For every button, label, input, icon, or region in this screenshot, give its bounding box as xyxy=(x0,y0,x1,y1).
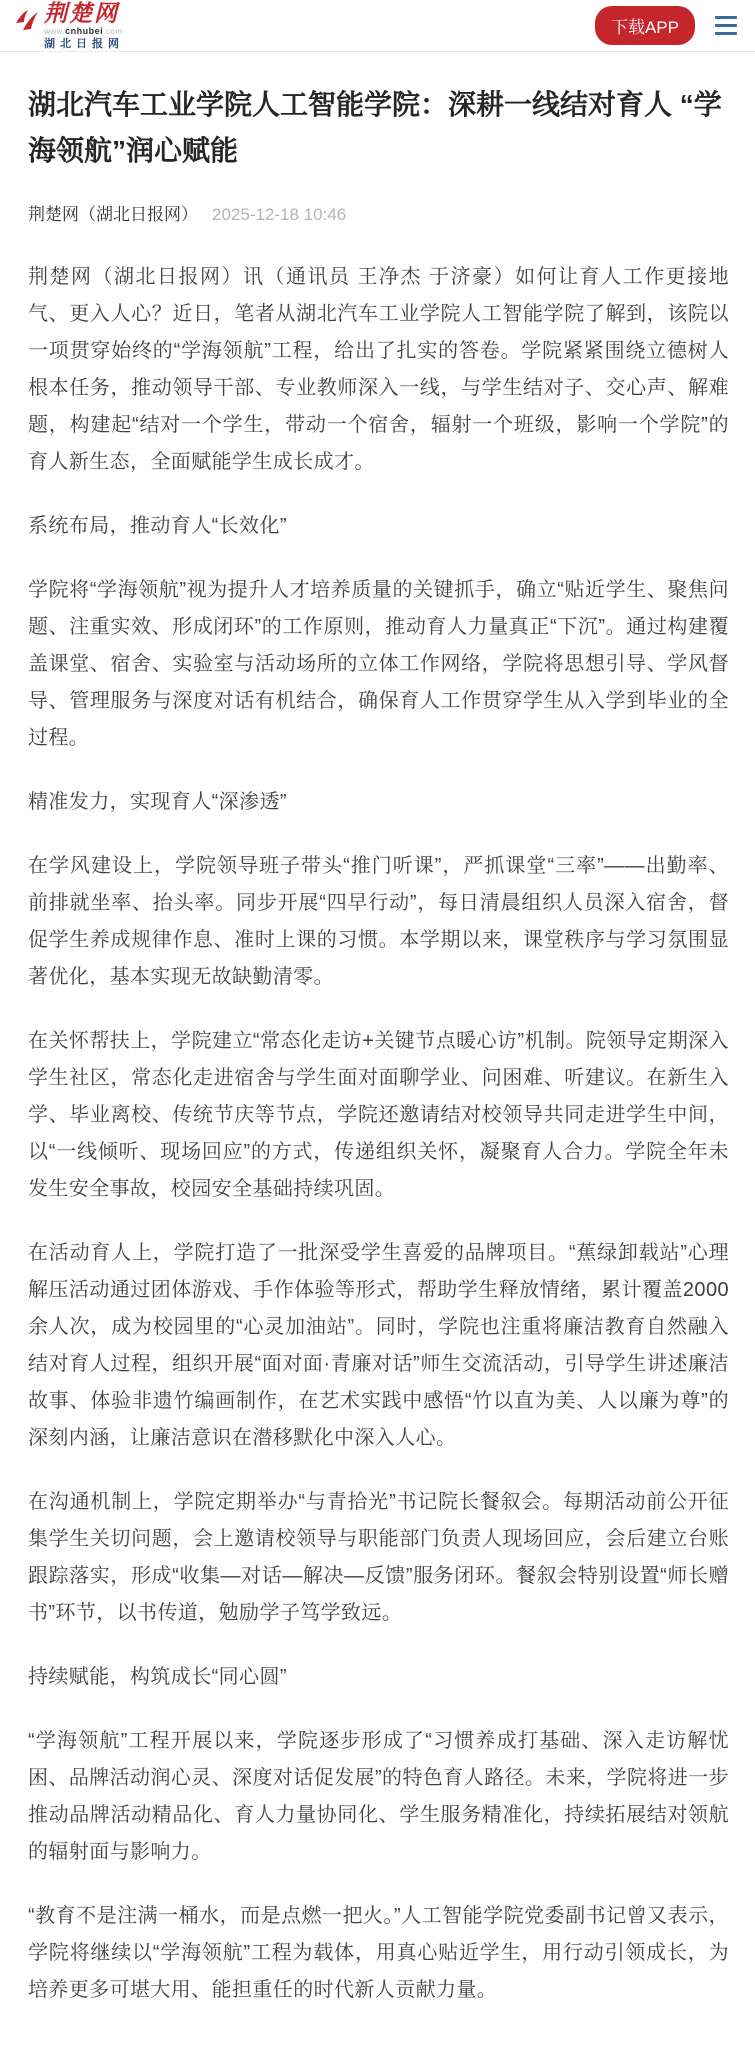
section-subheading: 持续赋能，构筑成长“同心圆” xyxy=(28,1666,287,1689)
paragraph: 在沟通机制上，学院定期举办“与青拾光”书记院长餐叙会。每期活动前公开征集学生关切问题，会上邀请校领导与职能部门负责人现场回应，会后建立台账跟踪落实，形成“收集—对话—解决—反馈”服务闭环。餐叙会特别设置“师长赠书”环节，以书传道，勉励学子笃学致远。 xyxy=(28,1491,729,1625)
article-body xyxy=(28,259,729,2009)
paragraph: “教育不是注满一桶水，而是点燃一把火。”人工智能学院党委副书记曾又表示，学院将继续以“学海领航”工程为载体，用真心贴近学生，用行动引领成长，为培养更多可堪大用、能担重任的时代新人贡献力量。 xyxy=(28,1905,729,2002)
logo-site-name: 荆楚网 xyxy=(44,0,119,27)
paragraph: “学海领航”工程开展以来，学院逐步形成了“习惯养成打基础、深入走访解忧困、品牌活动润心灵、深度对话促发展”的特色育人路径。未来，学院将进一步推动品牌活动精品化、育人力量协同化、学生服务精准化，持续拓展结对领航的辐射面与影响力。 xyxy=(28,1730,729,1864)
paragraph: 在关怀帮扶上，学院建立“常态化走访+关键节点暖心访”机制。院领导定期深入学生社区，常态化走进宿舍与学生面对面聊学业、问困难、听建议。在新生入学、毕业离校、传统节庆等节点，学院还邀请结对校领导共同走进学生中间，以“一线倾听、现场回应”的方式，传递组织关怀，凝聚育人合力。学院全年未发生安全事故，校园安全基础持续巩固。 xyxy=(28,1030,729,1201)
section-subheading: 精准发力，实现育人“深渗透” xyxy=(28,791,287,814)
article xyxy=(0,52,755,2055)
paragraph: 荆楚网（湖北日报网）讯（通讯员 王净杰 于济豪）如何让育人工作更接地气、更入人心？近日，笔者从湖北汽车工业学院人工智能学院了解到，该院以一项贯穿始终的“学海领航”工程，给出了扎实的答卷。学院紧紧围绕立德树人根本任务，推动领导干部、专业教师深入一线，与学生结对子、交心声、解难题，构建起“结对一个学生，带动一个宿舍，辐射一个班级，影响一个学院”的育人新生态，全面赋能学生成长成才。 xyxy=(28,266,729,474)
article-title: 湖北汽车工业学院人工智能学院：深耕一线结对育人 “学海领航”润心赋能 xyxy=(28,89,722,167)
logo-text-block xyxy=(44,2,124,50)
article-source: 荆楚网（湖北日报网） xyxy=(28,205,198,225)
jingchu-swoosh-icon xyxy=(14,8,40,34)
download-app-button[interactable]: 下载APP xyxy=(595,6,695,45)
logo-subtitle: 湖北日报网 xyxy=(44,37,124,50)
article-datetime: 2025-12-18 10:46 xyxy=(212,205,347,225)
paragraph: 学院将“学海领航”视为提升人才培养质量的关键抓手，确立“贴近学生、聚焦问题、注重实效、形成闭环”的工作原则，推动育人力量真正“下沉”。通过构建覆盖课堂、宿舍、实验室与活动场所的立体工作网络，学院将思想引导、学风督导、管理服务与深度对话有机结合，确保育人工作贯穿学生从入学到毕业的全过程。 xyxy=(28,579,729,750)
site-logo[interactable] xyxy=(14,2,124,50)
byline xyxy=(28,200,729,225)
section-subheading: 系统布局，推动育人“长效化” xyxy=(28,515,287,538)
site-header xyxy=(0,0,755,52)
hamburger-menu-icon[interactable] xyxy=(713,14,739,37)
paragraph: 在活动育人上，学院打造了一批深受学生喜爱的品牌项目。“蕉绿卸载站”心理解压活动通过团体游戏、手作体验等形式，帮助学生释放情绪，累计覆盖2000余人次，成为校园里的“心灵加油站”。同时，学院也注重将廉洁教育自然融入结对育人过程，组织开展“面对面·青廉对话”师生交流活动，引导学生讲述廉洁故事、体验非遗竹编画制作，在艺术实践中感悟“竹以直为美、人以廉为尊”的深刻内涵，让廉洁意识在潜移默化中深入人心。 xyxy=(28,1242,729,1450)
paragraph: 在学风建设上，学院领导班子带头“推门听课”，严抓课堂“三率”——出勤率、前排就坐率、抬头率。同步开展“四早行动”，每日清晨组织人员深入宿舍，督促学生养成规律作息、准时上课的习惯。本学期以来，课堂秩序与学习氛围显著优化，基本实现无故缺勤清零。 xyxy=(28,855,729,989)
header-actions xyxy=(595,6,739,45)
logo-site-url: www.cnhubei.com xyxy=(44,25,123,36)
